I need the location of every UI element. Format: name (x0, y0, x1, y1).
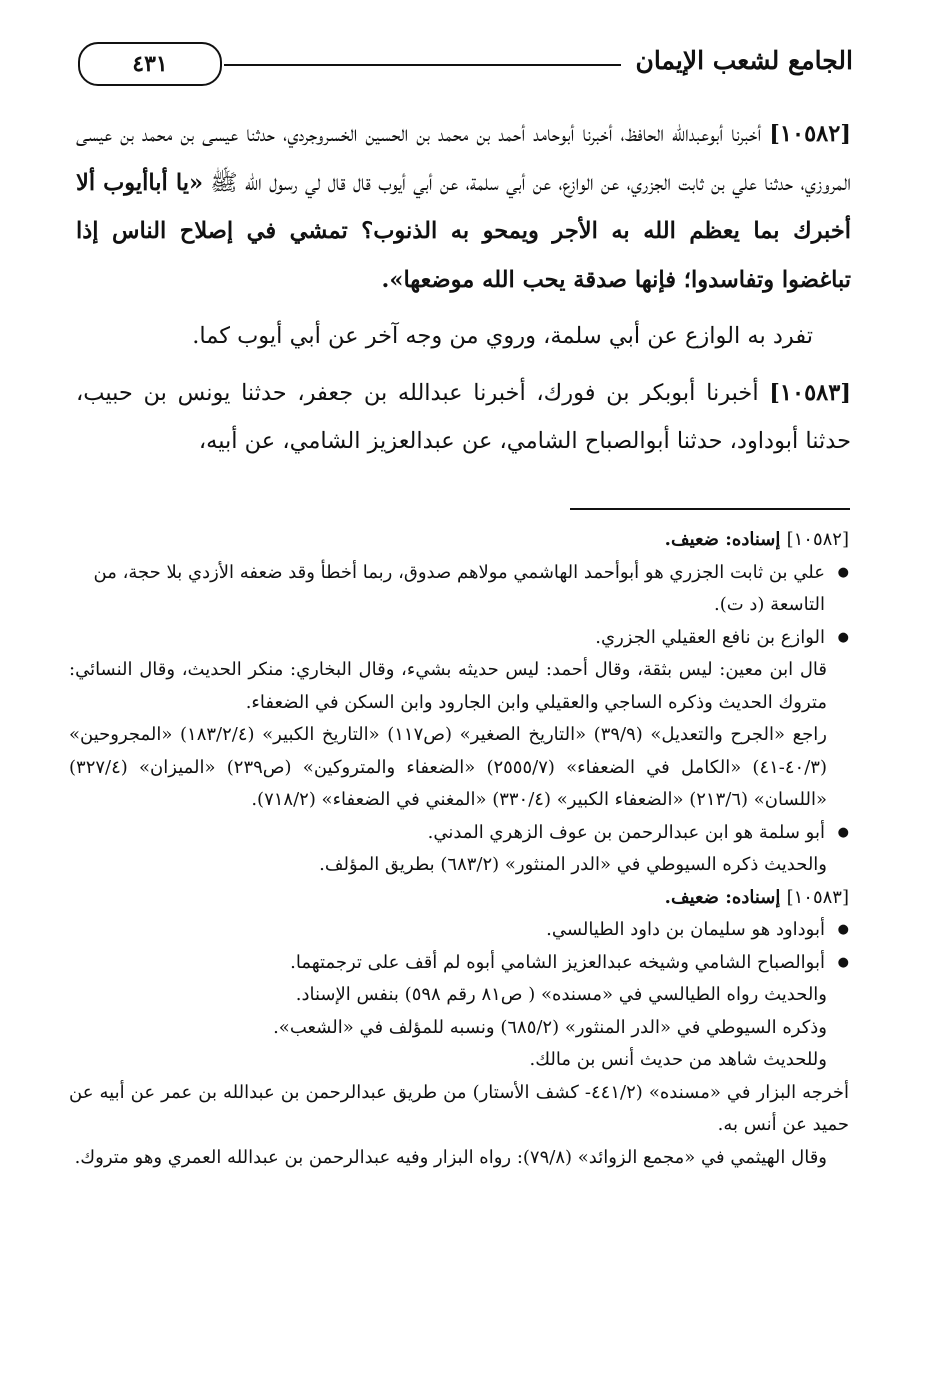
author-note: تفرد به الوازع عن أبي سلمة، وروي من وجه آخر عن أبي أيوب كما. (192, 323, 813, 349)
footnote-separator (570, 508, 850, 510)
footnote-number: [١٠٥٨٢] (786, 529, 849, 550)
footnote-bullet: ● أبو سلمة هو ابن عبدالرحمن بن عوف الزهري المدني. (69, 817, 849, 850)
footnote-paragraph: والحديث رواه الطيالسي في «مسنده» ( ص٨١ رقم ٥٩٨) بنفس الإسناد. (295, 984, 827, 1005)
footnote-bullet: ● الوازع بن نافع العقيلي الجزري. (69, 622, 849, 655)
footnote-verdict: إسناده: ضعيف. (664, 529, 787, 550)
footnote-paragraph: قال ابن معين: ليس بثقة، وقال أحمد: ليس حديثه بشيء، وقال البخاري: منكر الحديث، وقال النسائي: متروك الحديث وذكره الساجي والعقيلي وابن الجارود وابن السكن في الضعفاء. (69, 659, 827, 713)
footnote-paragraph: أخرجه البزار في «مسنده» (٤٤١/٢- كشف الأستار) من طريق عبدالرحمن بن عبدالله بن عمر عن أبيه عن حميد عن أنس به. (69, 1081, 849, 1135)
hadith-number: [١٠٥٨٢] (769, 121, 851, 147)
book-title: الجامع لشعب الإيمان (635, 46, 853, 75)
hadith-10583 (76, 369, 851, 466)
page-number: ٤٣١ (78, 42, 222, 86)
footnote-paragraph: وللحديث شاهد من حديث أنس بن مالك. (529, 1049, 827, 1070)
hadith-text: «يا أباأيوب ألا أخبرك بما يعظم الله به الأجر ويمحو به الذنوب؟ تمشي في إصلاح الناس إذا تباغضوا وتفاسدوا؛ فإنها صدقة يحب الله موضعها». (76, 169, 851, 293)
hadith-chain: أخبرنا أبوعبدالله الحافظ، أخبرنا أبوحامد أحمد بن محمد بن الحسين الخسروجردي، حدثنا عيسى بن محمد بن عيسى المروزي، حدثنا علي بن ثابت الجزري، عن الوازع، عن أبي سلمة، عن أبي أيوب قال قال لي رسول الله ﷺ (76, 121, 852, 196)
footnote-number: [١٠٥٨٣] (786, 886, 849, 908)
hadith-number: [١٠٥٨٣] (769, 379, 851, 406)
footnote-bullet: ● أبوالصباح الشامي وشيخه عبدالعزيز الشامي أبوه لم أقف على ترجمتهما. (69, 947, 849, 980)
footnote-verdict: إسناده: ضعيف. (664, 886, 787, 908)
page-header (78, 42, 853, 90)
footnotes (69, 524, 849, 1174)
footnote-bullet: ● أبوداود هو سليمان بن داود الطيالسي. (69, 914, 849, 947)
footnote-paragraph: وذكره السيوطي في «الدر المنثور» (٦٨٥/٢) ونسبه للمؤلف في «الشعب». (273, 1016, 827, 1038)
footnote-paragraph: والحديث ذكره السيوطي في «الدر المنثور» (٦٨٣/٢) بطريق المؤلف. (319, 854, 827, 875)
footnote-paragraph: وقال الهيثمي في «مجمع الزوائد» (٧٩/٨): رواه البزار وفيه عبدالرحمن بن عبدالله العمري وهو متروك. (74, 1146, 827, 1168)
hadith-chain: أخبرنا أبوبكر بن فورك، أخبرنا عبدالله بن جعفر، حدثنا يونس بن حبيب، حدثنا أبوداود، حدثنا أبوالصباح الشامي، عن عبدالعزيز الشامي، عن أبيه، (76, 379, 851, 454)
footnote-heading-10583 (69, 882, 849, 915)
header-rule (224, 64, 621, 66)
footnote-heading-10582 (69, 524, 849, 557)
main-text (76, 110, 851, 474)
hadith-10582 (76, 110, 851, 304)
footnote-bullet: ● علي بن ثابت الجزري هو أبوأحمد الهاشمي مولاهم صدوق، ربما أخطأ وقد ضعفه الأزدي بلا حجة، من التاسعة (د ت). (69, 557, 849, 622)
footnote-references: راجع «الجرح والتعديل» (٣٩/٩) «التاريخ الصغير» (ص١١٧) «التاريخ الكبير» (١٨٣/٢/٤) «المجروحين» (٤٠/٣-٤١) «الكامل في الضعفاء» (٢٥٥٥/٧) «الضعفاء والمتروكين» (ص٢٣٩) «الميزان» (٣٢٧/٤) «اللسان» (٢١٣/٦) «الضعفاء الكبير» (٣٣٠/٤) «المغني في الضعفاء» (٧١٨/٢). (69, 724, 827, 810)
